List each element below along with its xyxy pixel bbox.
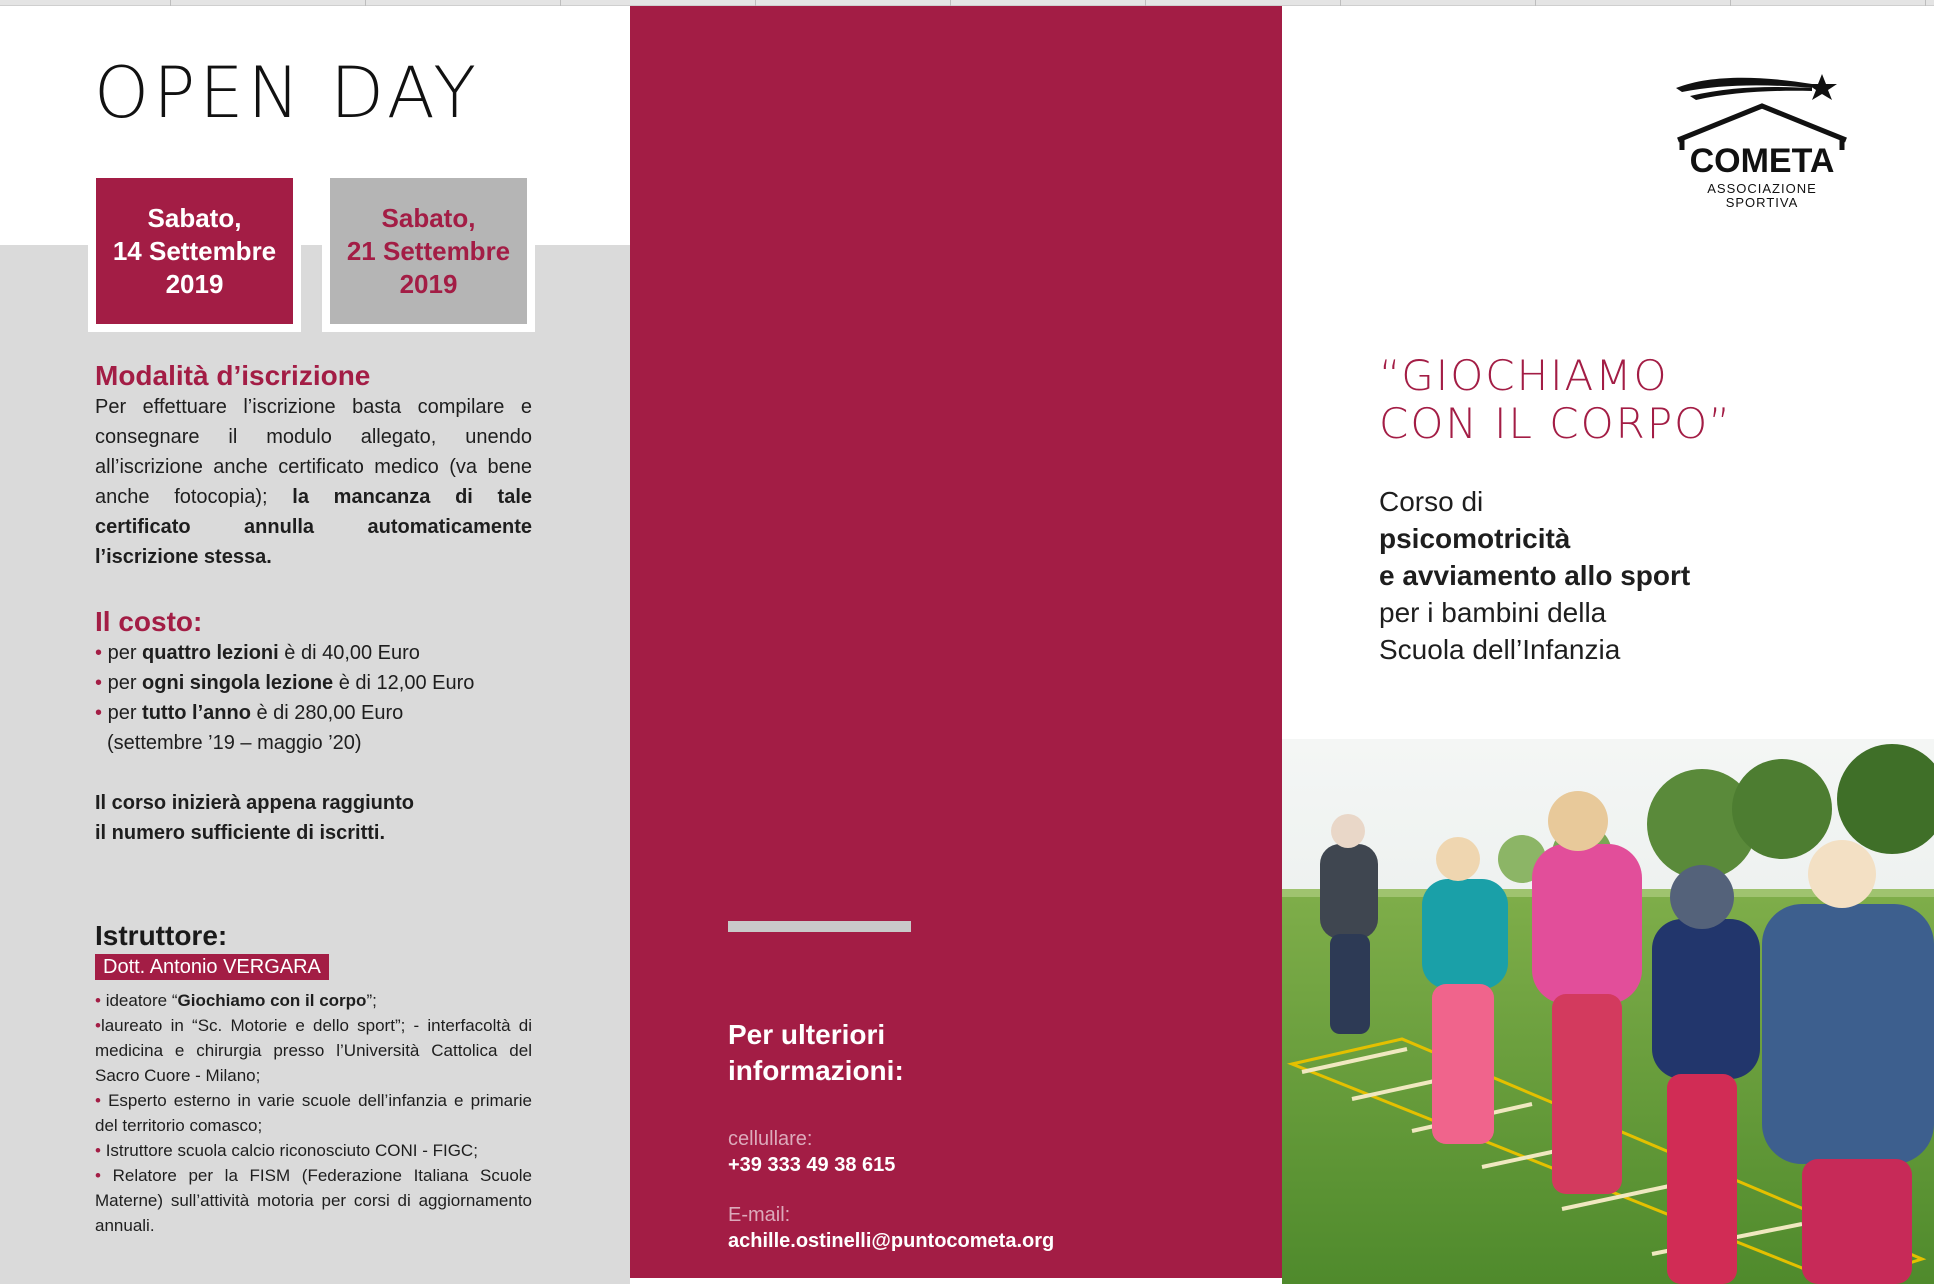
cost-period-note: (settembre ’19 – maggio ’20): [107, 732, 362, 754]
date-second-line3: 2019: [399, 268, 458, 299]
instructor-item: •laureato in “Sc. Motorie e dello sport”; - interfacoltà di medicina e chirurgia presso l’Università Cattolica del Sacro Cuore - Milano;: [95, 1016, 532, 1085]
registration-heading: Modalità d’iscrizione: [95, 360, 371, 391]
bullet-icon: •: [95, 1166, 101, 1185]
bullet-icon: •: [95, 1016, 101, 1035]
date-box-first: [88, 170, 301, 332]
bullet-icon: •: [95, 672, 103, 694]
instructor-section: [95, 920, 532, 1238]
email-label: E-mail:: [728, 1204, 791, 1226]
instructor-name-badge: Dott. Antonio VERGARA: [95, 954, 329, 980]
right-panel: [1282, 6, 1934, 1284]
instructor-item: • Esperto esterno in varie scuole dell’infanzia e primarie del territorio comasco;: [95, 1091, 532, 1135]
email-address[interactable]: achille.ostinelli@puntocometa.org: [728, 1230, 1055, 1252]
registration-text-plain: Per effettuare l’iscrizione basta compilare e consegnare il modulo allegato, unendo all’iscrizione anche certificato medico (va bene anche fotocopia);: [95, 396, 532, 508]
instructor-item: • ideatore “Giochiamo con il corpo”;: [95, 991, 377, 1010]
logo-subtitle: ASSOCIAZIONE SPORTIVA: [1707, 181, 1817, 210]
bullet-icon: •: [95, 642, 103, 664]
info-heading: Per ulteriori informazioni:: [728, 1019, 904, 1086]
phone-number[interactable]: +39 333 49 38 615: [728, 1154, 896, 1176]
bullet-icon: •: [95, 702, 103, 724]
date-box-second: [322, 170, 535, 332]
registration-text: [95, 392, 532, 572]
phone-label: cellullare:: [728, 1128, 813, 1150]
instructor-item: • Relatore per la FISM (Federazione Italiana Scuole Materne) sull’attività motoria per corsi di aggiornamento annuali.: [95, 1166, 532, 1235]
date-first-line1: Sabato,: [147, 202, 242, 233]
logo-wordmark: COMETA: [1689, 142, 1835, 180]
bottom-margin: [630, 1278, 1282, 1284]
divider-bar: [728, 921, 911, 932]
date-first-line2: 14 Settembre: [112, 235, 277, 266]
bullet-icon: •: [95, 1141, 101, 1160]
left-panel: [0, 6, 630, 1284]
page-title: OPEN DAY: [94, 52, 481, 134]
course-start-line1: Il corso inizierà appena raggiunto: [95, 792, 414, 814]
cost-section: [95, 606, 532, 848]
children-playing-photo: [1282, 739, 1934, 1284]
instructor-heading: Istruttore:: [95, 920, 228, 951]
middle-panel: [630, 6, 1282, 1278]
date-second-line1: Sabato,: [381, 202, 476, 233]
date-first-line3: 2019: [165, 268, 224, 299]
instructor-item: • Istruttore scuola calcio riconosciuto CONI - FIGC;: [95, 1141, 478, 1160]
cost-item: • per tutto l’anno è di 280,00 Euro: [95, 702, 404, 724]
cost-item: • per quattro lezioni è di 40,00 Euro: [95, 642, 420, 664]
course-start-line2: il numero sufficiente di iscritti.: [95, 822, 386, 844]
bullet-icon: •: [95, 991, 101, 1010]
bullet-icon: •: [95, 1091, 101, 1110]
registration-section: [95, 360, 532, 572]
cost-heading: Il costo:: [95, 606, 203, 637]
cost-item: • per ogni singola lezione è di 12,00 Euro: [95, 672, 475, 694]
date-second-line2: 21 Settembre: [346, 235, 511, 266]
course-description: Corso di psicomotricità e avviamento allo sport per i bambini della Scuola dell’Infanzia: [1379, 486, 1691, 665]
course-headline: “GIOCHIAMO CON IL CORPO”: [1379, 351, 1733, 448]
registration-text-bold: la mancanza di tale certificato annulla automaticamente l’iscrizione stessa.: [95, 486, 532, 568]
